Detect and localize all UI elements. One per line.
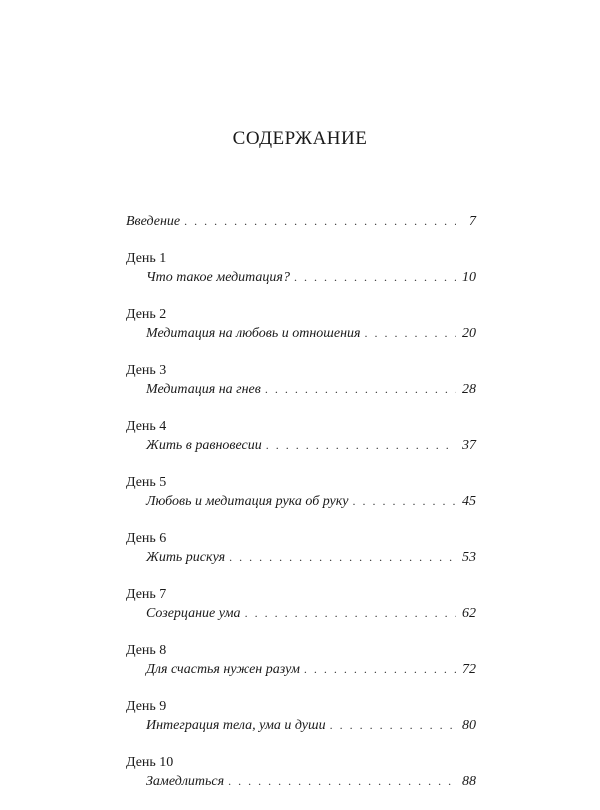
table-of-contents — [126, 212, 476, 810]
toc-page-number: 37 — [462, 438, 476, 453]
toc-title: СОДЕРЖАНИЕ — [232, 128, 368, 149]
toc-line[interactable] — [126, 548, 476, 567]
toc-line[interactable] — [126, 660, 476, 679]
toc-entry-title: Медитация на гнев — [146, 382, 261, 397]
toc-page-number: 45 — [462, 494, 476, 509]
toc-page-number: 20 — [462, 326, 476, 341]
dot-leader — [266, 436, 456, 454]
day-label: День 2 — [126, 307, 167, 322]
toc-line[interactable] — [126, 380, 476, 399]
toc-entry-day-4 — [126, 418, 476, 455]
toc-entry-day-5 — [126, 474, 476, 511]
toc-entry-title: Созерцание ума — [146, 606, 241, 621]
toc-entry-day-3 — [126, 362, 476, 399]
dot-leader — [245, 604, 456, 622]
dot-leader — [184, 212, 456, 230]
dot-leader — [294, 268, 456, 286]
toc-page-number: 88 — [462, 774, 476, 789]
toc-entry-title: Интеграция тела, ума и души — [146, 718, 326, 733]
toc-line[interactable] — [126, 492, 476, 511]
day-label: День 6 — [126, 531, 167, 546]
day-label: День 8 — [126, 643, 167, 658]
day-label: День 4 — [126, 419, 167, 434]
toc-entry-title: Замедлиться — [146, 774, 225, 789]
toc-entry-title: Введение — [126, 214, 181, 229]
toc-page-number: 28 — [462, 382, 476, 397]
day-label: День 9 — [126, 699, 167, 714]
toc-entry-day-7 — [126, 586, 476, 623]
dot-leader — [265, 380, 456, 398]
toc-page-number: 62 — [462, 606, 476, 621]
day-label: День 10 — [126, 755, 174, 770]
toc-entry-title: Медитация на любовь и отношения — [146, 326, 361, 341]
toc-entry-intro — [126, 212, 476, 231]
toc-entry-title: Жить рискуя — [146, 550, 226, 565]
toc-page-number: 7 — [469, 214, 476, 229]
toc-entry-day-8 — [126, 642, 476, 679]
dot-leader — [330, 716, 456, 734]
toc-page-number: 72 — [462, 662, 476, 677]
toc-line[interactable] — [126, 604, 476, 623]
dot-leader — [228, 772, 456, 790]
toc-page-number: 80 — [462, 718, 476, 733]
dot-leader — [304, 660, 456, 678]
toc-entry-title: Жить в равновесии — [146, 438, 262, 453]
toc-line[interactable] — [126, 772, 476, 791]
toc-line[interactable] — [126, 436, 476, 455]
toc-line[interactable] — [126, 268, 476, 287]
toc-entry-day-10 — [126, 754, 476, 791]
dot-leader — [353, 492, 456, 510]
day-label: День 5 — [126, 475, 167, 490]
dot-leader — [229, 548, 456, 566]
day-label: День 7 — [126, 587, 167, 602]
toc-entry-day-9 — [126, 698, 476, 735]
toc-entry-day-6 — [126, 530, 476, 567]
toc-line[interactable] — [126, 716, 476, 735]
day-label: День 3 — [126, 363, 167, 378]
toc-page-number: 10 — [462, 270, 476, 285]
toc-line[interactable] — [126, 324, 476, 343]
toc-entry-title: Что такое медитация? — [146, 270, 290, 285]
toc-entry-title: Любовь и медитация рука об руку — [146, 494, 349, 509]
toc-line[interactable] — [126, 212, 476, 231]
day-label: День 1 — [126, 251, 167, 266]
toc-entry-title: Для счастья нужен разум — [146, 662, 300, 677]
toc-entry-day-2 — [126, 306, 476, 343]
toc-entry-day-1 — [126, 250, 476, 287]
toc-page-number: 53 — [462, 550, 476, 565]
dot-leader — [365, 324, 456, 342]
